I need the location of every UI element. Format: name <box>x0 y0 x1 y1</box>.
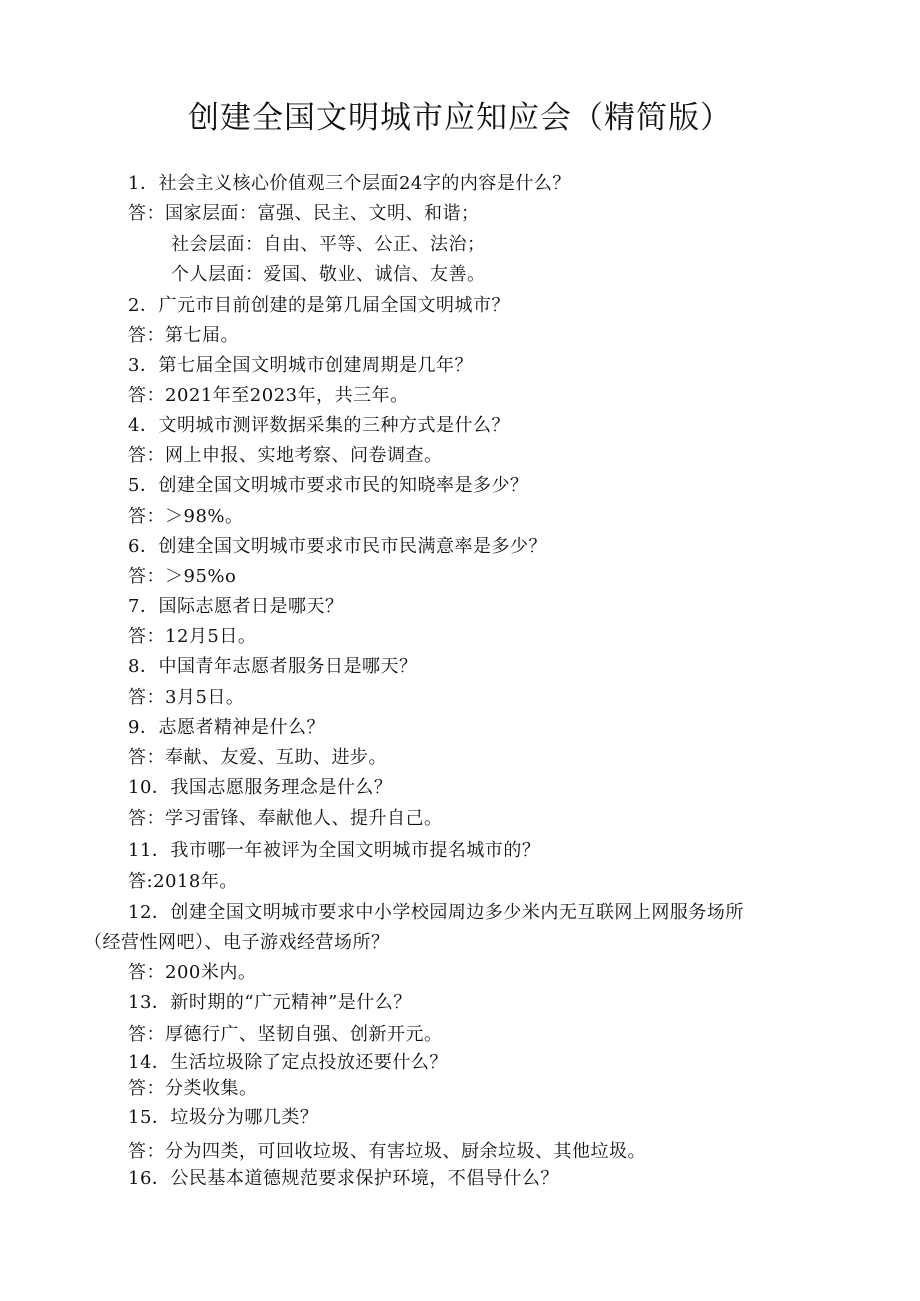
answer-6: 答：＞95%o <box>128 566 237 587</box>
question-14: 14．生活垃圾除了定点投放还要什么？ <box>128 1052 448 1073</box>
answer-2: 答：第七届。 <box>128 325 239 346</box>
question-12: 12．创建全国文明城市要求中小学校园周边多少米内无互联网上网服务场所 <box>128 902 744 923</box>
question-8: 8．中国青年志愿者服务日是哪天？ <box>128 656 418 677</box>
answer-12: 答：200米内。 <box>128 962 257 983</box>
question-9: 9．志愿者精神是什么？ <box>128 717 325 738</box>
answer-1-national: 答：国家层面：富强、民主、文明、和谐； <box>128 203 480 224</box>
answer-3: 答：2021年至2023年，共三年。 <box>128 385 409 406</box>
answer-1-social: 社会层面：自由、平等、公正、法治； <box>171 234 486 255</box>
answer-13: 答：厚德行广、坚韧自强、创新开元。 <box>128 1024 443 1045</box>
answer-14: 答：分类收集。 <box>128 1078 258 1099</box>
answer-4: 答：网上申报、实地考察、问卷调查。 <box>128 445 443 466</box>
answer-15: 答：分为四类，可回收垃圾、有害垃圾、厨余垃圾、其他垃圾。 <box>128 1141 646 1162</box>
question-6: 6．创建全国文明城市要求市民市民满意率是多少？ <box>128 536 547 557</box>
question-15: 15．垃圾分为哪几类？ <box>128 1107 319 1128</box>
question-16: 16．公民基本道德规范要求保护环境，不倡导什么？ <box>128 1168 559 1189</box>
answer-8: 答：3月5日。 <box>128 687 245 708</box>
question-1: 1．社会主义核心价值观三个层面24字的内容是什么？ <box>128 173 571 194</box>
answer-5: 答：＞98%。 <box>128 506 244 527</box>
question-13: 13．新时期的“广元精神”是什么？ <box>128 992 412 1013</box>
question-12-continued: （经营性网吧）、电子游戏经营场所？ <box>84 932 390 953</box>
answer-9: 答：奉献、友爱、互助、进步。 <box>128 747 387 768</box>
document-title: 创建全国文明城市应知应会（精简版） <box>188 100 732 136</box>
question-5: 5．创建全国文明城市要求市民的知晓率是多少？ <box>128 475 529 496</box>
question-10: 10．我国志愿服务理念是什么？ <box>128 777 393 798</box>
question-3: 3．第七届全国文明城市创建周期是几年？ <box>128 355 473 376</box>
question-2: 2．广元市目前创建的是第几届全国文明城市？ <box>128 295 510 316</box>
answer-7: 答：12月5日。 <box>128 626 257 647</box>
answer-11: 答:2018年。 <box>128 871 238 892</box>
question-4: 4．文明城市测评数据采集的三种方式是什么？ <box>128 415 510 436</box>
answer-10: 答：学习雷锋、奉献他人、提升自己。 <box>128 808 443 829</box>
question-11: 11．我市哪一年被评为全国文明城市提名城市的？ <box>128 840 541 861</box>
answer-1-individual: 个人层面：爱国、敬业、诚信、友善。 <box>171 264 486 285</box>
question-7: 7．国际志愿者日是哪天？ <box>128 596 344 617</box>
